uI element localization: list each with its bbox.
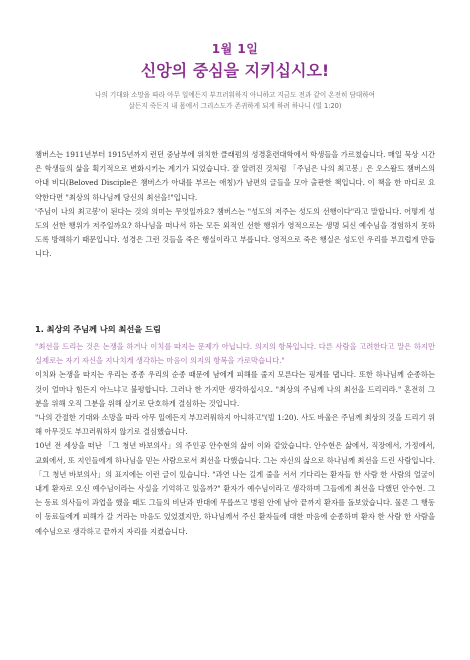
section-heading: 1. 최상의 주님께 나의 최선을 드림 [35, 324, 161, 334]
page-title: 신앙의 중심을 지키십시오! [140, 61, 330, 80]
intro-text [35, 148, 435, 262]
scripture-verse [0, 90, 470, 111]
intro-paragraph-1: 챔버스는 1911년부터 1915년까지 런던 중남부에 위치한 클래펌의 성경훈련대학에서 학생들을 가르쳤습니다. 매일 묵상 시간은 학생들의 삶을 획기적으로 변화시키는 계기가 되었습니다. 잘 알려진 것처럼 「주님은 나의 최고봉」은 오스왈드 챔버스의 아내 비디(Beloved Disciple은 챔버스가 아내를 부르는 애칭)가 남편의 글들을 모아 출판한 책입니다. 이 책을 한 마디로 요약한다면 "최상의 하나님께 당신의 최선을!"입니다. [35, 150, 435, 202]
verse-line-2: 살든지 죽든지 내 몸에서 그리스도가 존귀하게 되게 하려 하나니 (빌 1:20) [128, 101, 342, 110]
verse-line-1: 나의 기대와 소망을 따라 아무 일에든지 부끄러워하지 아니하고 지금도 전과 같이 온전히 담대하여 [95, 91, 375, 99]
section-paragraph-2: "나의 간절한 기대와 소망을 따라 아무 일에든지 부끄러워하지 아니하고"(빌 1:20). 사도 바울은 주님께 최상의 것을 드리기 위해 아무것도 부끄러워하지 않기로 결심했습니다. [35, 413, 435, 437]
intro-paragraph-2: '주님이 나의 최고봉'이 된다는 것의 의미는 무엇일까요? 챔버스는 "성도의 저주는 성도의 선행이다"라고 말합니다. 어떻게 성도의 선한 행위가 저주일까요? 하나님을 떠나서 하는 모든 외적인 선한 행위가 영적으로는 생명 되신 예수님을 경험하지 못하도록 방해하기 때문입니다. 성경은 그런 것들을 죽은 행실이라고 부릅니다. 영적으로 죽은 행실은 성도인 우리를 부끄럽게 만듭니다. [35, 206, 435, 259]
section-paragraph-1: 이치와 논쟁을 따지는 우리는 종종 우리의 순종 때문에 남에게 피해를 줄지 모른다는 핑계를 댑니다. 또한 하나님께 순종하는 것이 얼마나 힘든지 아느냐고 불평합니다. 그러나 한 가지만 생각하십시오. "최상의 주님께 나의 최선을 드리리라." 혼전히 그분을 위해 오직 그분을 위해 살기로 단호하게 결심하는 것입니다. [35, 370, 435, 408]
section-paragraph-3: 10년 전 세상을 떠난 「그 청년 바보의사」의 주인공 안수현의 삶이 이와 같았습니다. 안수현은 삶에서, 직장에서, 가정에서, 교회에서, 또 지인들에게 하나님을 믿는 사람으로서 최선을 다했습니다. 그는 자신의 삶으로 하나님께 최선을 드린 사람입니다. 「그 청년 바보의사」의 표지에는 이런 글이 있습니다. "과연 나는 길게 줄을 서서 기다리는 환자들 한 사람 한 사람의 얼굴이 내게 환자로 오신 예수님이라는 사실을 기억하고 있을까?" 환자가 예수님이라고 생각하며 그들에게 최선을 다했던 안수현. 그는 동료 의사들이 과업을 했을 때도 그들의 비난과 반대에 무릅쓰고 병원 안에 남아 끝까지 환자를 돌보았습니다. 물론 그 행동이 동료들에게 피해가 갈 거라는 마음도 있었겠지만, 하나님께서 주신 환자들에 대한 마음에 순종하며 환자 한 사람 한 사람을 예수님으로 생각하고 끝까지 자리를 지켰습니다. [35, 441, 435, 536]
highlight-quote: "최선을 드리는 것은 논쟁을 하거나 이치를 따지는 문제가 아닙니다. 의지의 항복입니다. 다른 사람을 고려한다고 말은 하지만 실제로는 자기 자신을 지나치게 생각하는 마음이 의지의 항복을 가로막습니다." [35, 342, 435, 366]
entry-date: 1월 1일 [211, 42, 259, 56]
section-text [35, 340, 435, 539]
